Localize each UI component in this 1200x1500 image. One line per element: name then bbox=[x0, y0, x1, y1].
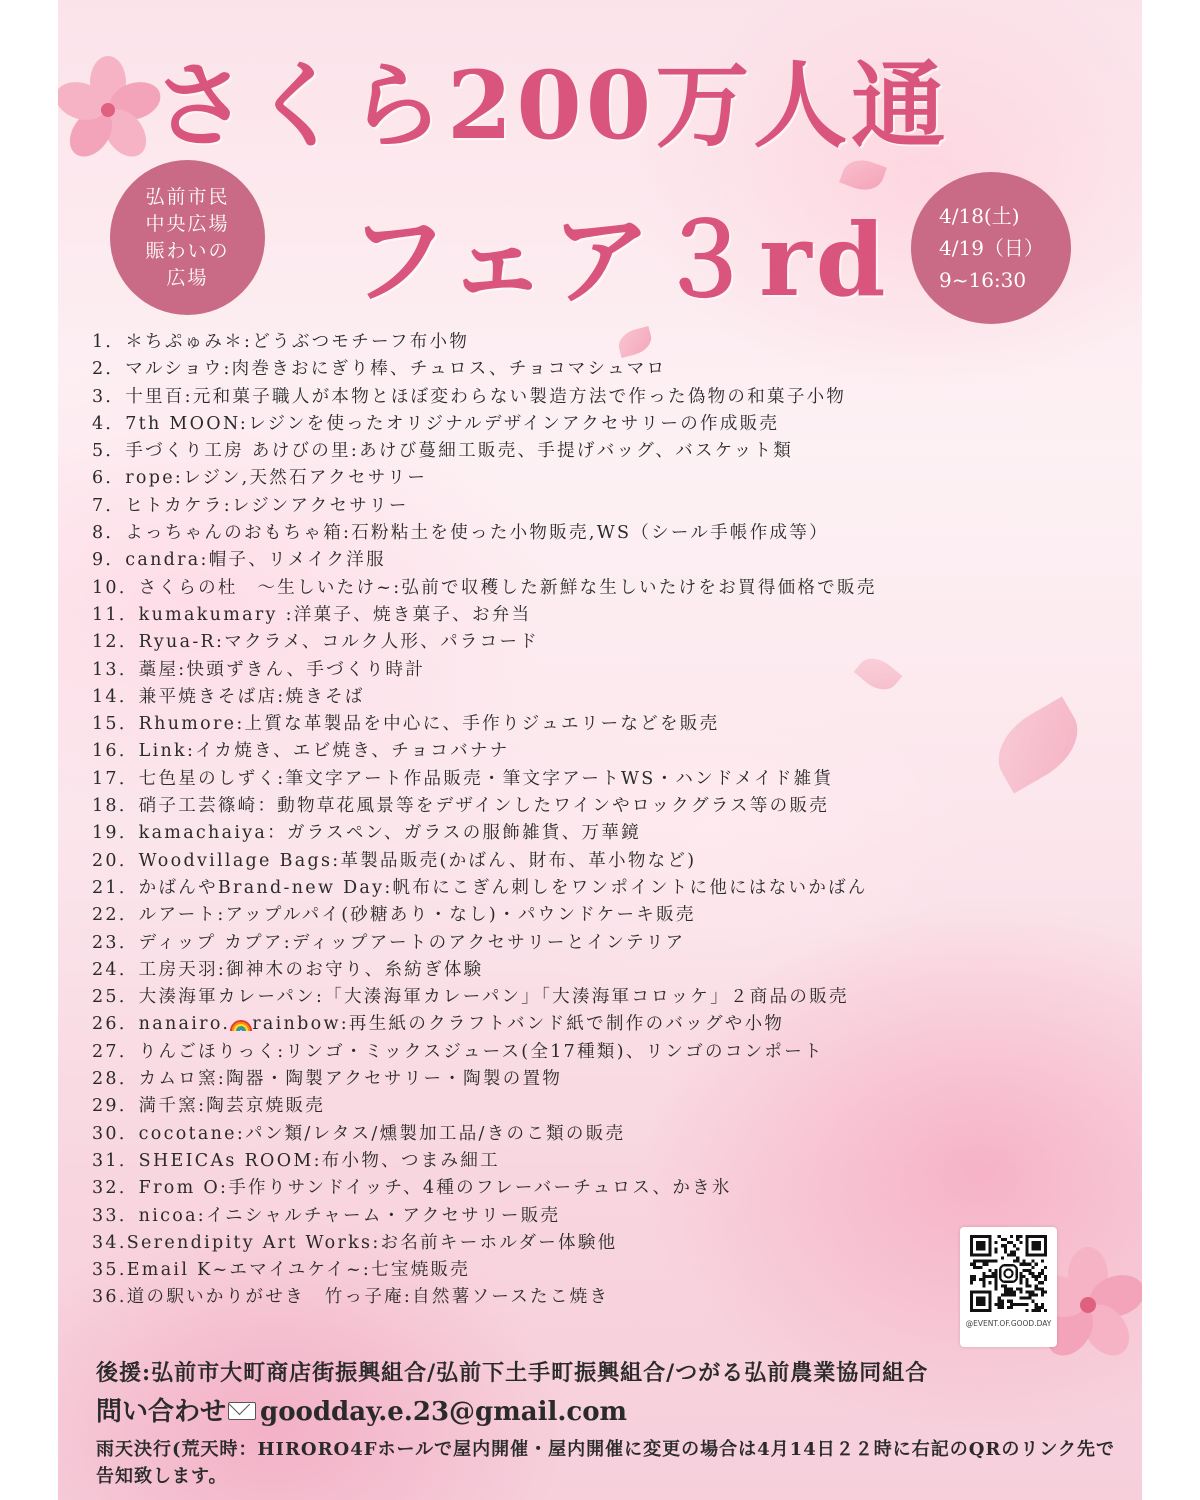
date-line: 9~16:30 bbox=[939, 268, 1027, 292]
qr-code-card[interactable] bbox=[960, 1227, 1057, 1347]
vendor-item: 2．マルショウ:肉巻きおにぎり棒、チュロス、チョコマシュマロ bbox=[92, 359, 667, 380]
vendor-item: 27．りんごほりっく:リンゴ・ミックスジュース(全17種類)、リンゴのコンポート bbox=[92, 1041, 824, 1062]
venue-line: 広場 bbox=[166, 266, 209, 289]
vendor-item: 4．7th MOON:レジンを使ったオリジナルデザインアクセサリーの作成販売 bbox=[92, 413, 780, 434]
vendor-item: 32．From O:手作りサンドイッチ、4種のフレーバーチュロス、かき氷 bbox=[92, 1178, 732, 1199]
vendor-item: 18．硝子工芸篠崎：動物草花風景等をデザインしたワインやロックグラス等の販売 bbox=[92, 796, 830, 817]
vendor-item: 20．Woodvillage Bags:革製品販売(かばん、財布、革小物など) bbox=[92, 850, 697, 871]
vendor-item: 10．さくらの杜 ～生しいたけ~:弘前で収穫した新鮮な生しいたけをお買得価格で販売 bbox=[92, 577, 877, 598]
vendor-item: 14．兼平焼きそば店:焼きそば bbox=[92, 686, 365, 707]
contact-label: 問い合わせ bbox=[96, 1397, 227, 1427]
vendor-item: 36.道の駅いかりがせき 竹っ子庵:自然薯ソースたこ焼き bbox=[92, 1287, 610, 1308]
title-line-1: さくら200万人通 bbox=[153, 51, 950, 161]
qr-caption: @EVENT.OF.GOOD.DAY bbox=[965, 1319, 1052, 1328]
sponsor-text: 後援:弘前市大町商店街振興組合/弘前下土手町振興組合/つがる弘前農業協同組合 bbox=[96, 1360, 929, 1386]
vendor-item: 31．SHEICAs ROOM:布小物、つまみ細工 bbox=[92, 1150, 500, 1171]
vendor-item: 6．rope:レジン,天然石アクセサリー bbox=[92, 468, 428, 489]
vendor-item: 22．ルアート:アップルパイ(砂糖あり・なし)・パウンドケーキ販売 bbox=[92, 905, 696, 926]
event-poster bbox=[58, 0, 1142, 1500]
vendor-item: 11．kumakumary :洋菓子、焼き菓子、お弁当 bbox=[92, 604, 532, 625]
vendor-item: 3．十里百:元和菓子職人が本物とほぼ変わらない製造方法で作った偽物の和菓子小物 bbox=[92, 386, 847, 407]
venue-line: 賑わいの bbox=[145, 239, 230, 262]
vendor-item: 9．candra:帽子、リメイク洋服 bbox=[92, 550, 386, 571]
vendor-item: 16．Link:イカ焼き、エビ焼き、チョコバナナ bbox=[92, 741, 510, 762]
vendor-item: 24．工房天羽:御神木のお守り、糸紡ぎ体験 bbox=[92, 959, 484, 980]
vendor-item: 28．カムロ窯:陶器・陶製アクセサリー・陶製の置物 bbox=[92, 1069, 563, 1090]
venue-line: 中央広場 bbox=[145, 212, 230, 235]
vendor-item: 23．ディップ カプア:ディップアートのアクセサリーとインテリア bbox=[92, 932, 686, 953]
vendor-item: 15．Rhumore:上質な革製品を中心に、手作りジュエリーなどを販売 bbox=[92, 714, 720, 735]
vendor-item: 21．かばんやBrand-new Day:帆布にこぎん刺しをワンポイントに他にはないかばん bbox=[92, 877, 868, 898]
qr-code[interactable] bbox=[970, 1235, 1047, 1312]
vendor-item: 17．七色星のしずく:筆文字アート作品販売・筆文字アートWS・ハンドメイド雑貨 bbox=[92, 768, 834, 789]
vendor-item: 12．Ryua-R:マクラメ、コルク人形、パラコード bbox=[92, 632, 540, 653]
vendor-item: 25．大湊海軍カレーパン:「大湊海軍カレーパン」「大湊海軍コロッケ」２商品の販売 bbox=[92, 987, 849, 1008]
vendor-item: 34.Serendipity Art Works:お名前キーホルダー体験他 bbox=[92, 1232, 618, 1253]
mail-icon bbox=[228, 1402, 256, 1420]
date-line: 4/19（日） bbox=[939, 236, 1044, 260]
venue-line: 弘前市民 bbox=[145, 185, 230, 208]
vendor-item: 1．＊ちぷゅみ＊:どうぶつモチーフ布小物 bbox=[92, 332, 470, 352]
vendor-item: 5．手づくり工房 あけびの里:あけび蔓細工販売、手提げバッグ、バスケット類 bbox=[92, 441, 794, 462]
vendor-item: 35.Email K~エマイユケイ~:七宝焼販売 bbox=[92, 1260, 471, 1281]
date-line: 4/18(土) bbox=[939, 204, 1020, 228]
vendor-item: 8．よっちゃんのおもちゃ箱:石粉粘土を使った小物販売,WS（シール手帳作成等） bbox=[92, 523, 829, 544]
title-line-2: フェア３rd bbox=[348, 201, 890, 319]
rain-note: 雨天決行(荒天時：HIRORO4Fホールで屋内開催・屋内開催に変更の場合は4月14日２２時に右記のQRのリンク先で告知致します。 bbox=[96, 1439, 1116, 1487]
vendor-item: 7．ヒトカケラ:レジンアクセサリー bbox=[92, 495, 409, 516]
date-badge bbox=[911, 172, 1071, 324]
vendor-item: 29．満千窯:陶芸京焼販売 bbox=[92, 1096, 326, 1117]
vendor-26-prefix: 26．nanairo. bbox=[92, 1014, 231, 1035]
vendor-list bbox=[92, 329, 1112, 1312]
rainbow-icon bbox=[230, 1019, 252, 1031]
contact-email[interactable]: goodday.e.23@gmail.com bbox=[260, 1397, 628, 1427]
vendor-item: 13．藁屋:快頭ずきん、手づくり時計 bbox=[92, 659, 426, 680]
vendor-item: 30．cocotane:パン類/レタス/燻製加工品/きのこ類の販売 bbox=[92, 1123, 626, 1144]
contact-line bbox=[96, 1391, 627, 1428]
vendor-item-26 bbox=[92, 1011, 1112, 1038]
venue-badge bbox=[110, 160, 265, 315]
vendor-26-suffix: rainbow:再生紙のクラフトバンド紙で制作のバッグや小物 bbox=[252, 1014, 785, 1035]
vendor-item: 33．nicoa:イニシャルチャーム・アクセサリー販売 bbox=[92, 1205, 561, 1226]
vendor-item: 19．kamachaiya：ガラスペン、ガラスの服飾雑貨、万華鏡 bbox=[92, 823, 641, 844]
